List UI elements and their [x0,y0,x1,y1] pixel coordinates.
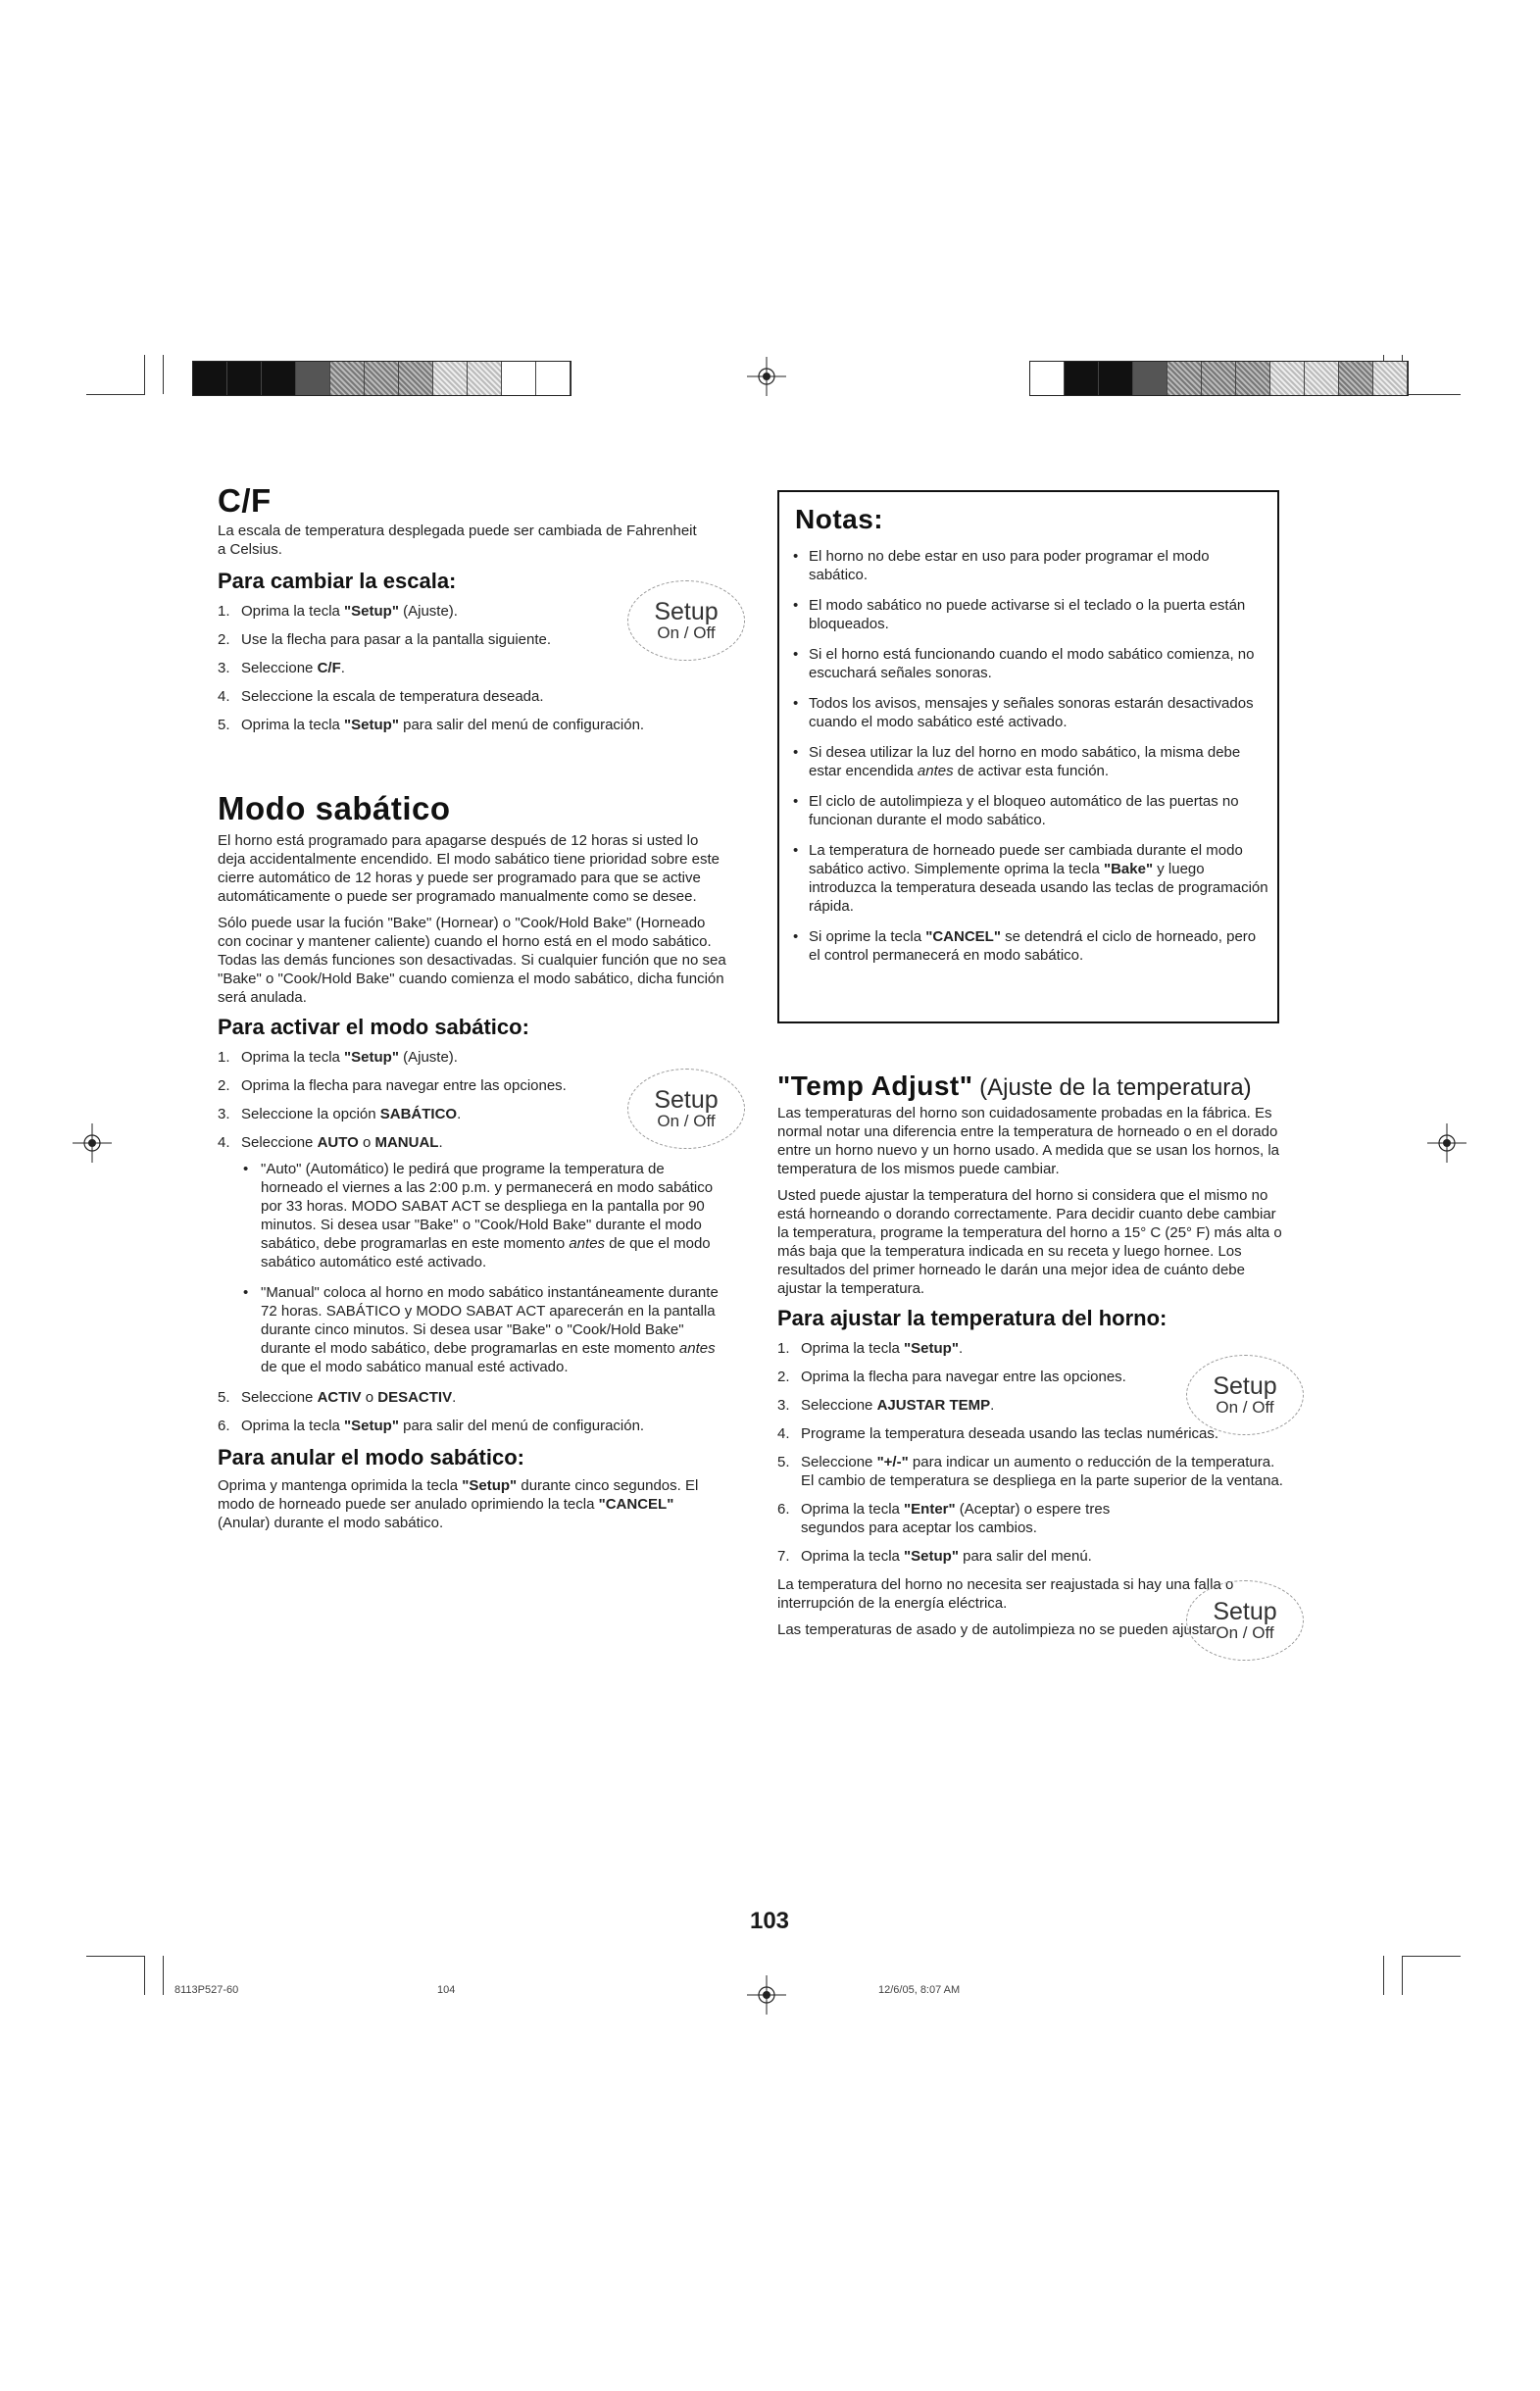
crop-mark [163,355,164,394]
cf-subtitle: Para cambiar la escala: [218,569,457,593]
color-bar-right [1029,361,1409,396]
list-item: 4. Seleccione AUTO o MANUAL. • "Auto" (Automático) le pedirá que programe la temperatura de horneado el viernes a las 2:00 p.m. y permanecerá en modo sabático por 33 horas. MODO SABAT ACT se despliega en la pantalla por 90 minutos. Si desea usar "Bake" o "Cook/Hold Bake" durante el modo sabático, debe programarlas en este momento antes de que el modo sabático automático esté activado. • "Manual" coloca al horno en modo sabático instantáneamente durante 72 horas. SABÁTICO y MODO SABAT ACT aparecerán en la pantalla durante cinco minutos. Si desea usar "Bake" o "Cook/Hold Bake" durante el modo sabático, debe programarlas en este momento antes de que el modo sabático manual esté activado. [218,1133,727,1376]
temp-title: "Temp Adjust" (Ajuste de la temperatura) [777,1071,1252,1101]
page-number: 103 [749,1908,790,1934]
list-item: 2. Oprima la flecha para navegar entre las opciones. [218,1077,567,1094]
temp-p2: Usted puede ajustar la temperatura del horno si considera que el mismo no está horneando o dorando correctamente. Para decidir cuanto debe cambiar la temperatura, programe la temperatura del horno a 15° C (25° F) más alta o más baja que la temperatura indicada en su receta y luego hornee. Los resultados del primer horneado le darán una mejor idea de cuánto debe ajustar la temperatura. [777,1187,1282,1297]
crop-mark [86,1956,145,1957]
temp-p3: La temperatura del horno no necesita ser reajustada si hay una falla o interrupción de la energía eléctrica. [777,1576,1234,1612]
registration-mark-icon [73,1123,112,1163]
list-item: • Si el horno está funcionando cuando el modo sabático comienza, no escuchará señales sonoras. [789,645,1269,682]
sabbath-section [218,790,727,1532]
list-item: • Todos los avisos, mensajes y señales sonoras estarán desactivados cuando el modo sabático esté activado. [789,694,1269,731]
crop-mark [163,1956,164,1995]
list-item: • El ciclo de autolimpieza y el bloqueo automático de las puertas no funcionan durante el modo sabático. [789,792,1269,829]
list-item: 1. Oprima la tecla "Setup". [777,1340,964,1357]
list-item: 3. Seleccione AJUSTAR TEMP. [777,1397,995,1414]
sabbath-cancel-title: Para anular el modo sabático: [218,1445,524,1469]
crop-mark [1402,1956,1461,1957]
crop-mark [1402,394,1461,395]
temp-p4: Las temperaturas de asado y de autolimpieza no se pueden ajustar. [777,1621,1220,1638]
registration-mark-icon [1427,1123,1466,1163]
notes-box [777,490,1279,1023]
color-bar-left [192,361,571,396]
setup-key-icon: Setup On / Off [1186,1355,1304,1435]
list-item: • Si desea utilizar la luz del horno en modo sabático, la misma debe estar encendida antes de activar esta función. [789,743,1269,780]
list-item: 3. Seleccione la opción SABÁTICO. [218,1106,462,1122]
setup-key-icon: Setup On / Off [627,1069,745,1149]
footer-date: 12/6/05, 8:07 AM [878,1984,961,1996]
list-item: • "Auto" (Automático) le pedirá que programe la temperatura de horneado el viernes a las 2:00 p.m. y permanecerá en modo sabático por 33 horas. MODO SABAT ACT se despliega en la pantalla por 90 minutos. Si desea usar "Bake" o "Cook/Hold Bake" durante el modo sabático, debe programarlas en este momento antes de que el modo sabático automático esté activado. [218,1160,727,1271]
setup-key-icon: Setup On / Off [627,580,745,661]
sabbath-p1: El horno está programado para apagarse después de 12 horas si usted lo deja accidentalmente encendido. El modo sabático tiene prioridad sobre este cierre automático de 12 horas y puede ser programado para que se active automáticamente o puede ser programado manualmente como se desee. [218,832,720,905]
cf-intro: La escala de temperatura desplegada puede ser cambiada de Fahrenheit a Celsius. [218,523,697,558]
list-item: 4. Programe la temperatura deseada usando las teclas numéricas. [777,1425,1219,1442]
sabbath-substeps [218,1160,727,1376]
sabbath-title: Modo sabático [218,790,451,826]
footer-page: 104 [437,1984,456,1996]
cf-title: C/F [218,482,272,519]
list-item: 6. Oprima la tecla "Enter" (Aceptar) o espere tres segundos para aceptar los cambios. [777,1501,1111,1536]
sabbath-cancel-text: Oprima y mantenga oprimida la tecla "Setup" durante cinco segundos. El modo de horneado puede ser anulado oprimiendo la tecla "CANCEL" (Anular) durante el modo sabático. [218,1477,699,1531]
list-item: • Si oprime la tecla "CANCEL" se detendrá el ciclo de horneado, pero el control permanecerá en modo sabático. [789,927,1269,965]
sabbath-p2: Sólo puede usar la fución "Bake" (Hornear) o "Cook/Hold Bake" (Horneado con cocinar y mantener caliente) cuando el horno está en el modo sabático. Todas las demás funciones son desactivadas. Si cualquier función que no sea "Bake" o "Cook/Hold Bake" cuando comienza el modo sabático, dicha función será anulada. [218,915,726,1006]
list-item: 2. Oprima la flecha para navegar entre las opciones. [777,1369,1126,1385]
notes-list [789,547,1269,976]
list-item: 2. Use la flecha para pasar a la pantalla siguiente. [218,631,552,648]
crop-mark [86,394,145,395]
list-item: 3. Seleccione C/F. [218,660,345,676]
crop-mark [144,1956,145,1995]
crop-mark [144,355,145,394]
list-item: 6. Oprima la tecla "Setup" para salir del menú de configuración. [218,1418,645,1434]
crop-mark [1402,1956,1403,1995]
temp-section [777,1071,1287,1639]
temp-adjust-title: Para ajustar la temperatura del horno: [777,1306,1167,1330]
list-item: • El modo sabático no puede activarse si el teclado o la puerta están bloqueados. [789,596,1269,633]
notes-title: Notas: [795,504,884,534]
crop-mark [1383,1956,1384,1995]
list-item: 5. Seleccione "+/-" para indicar un aumento o reducción de la temperatura. El cambio de temperatura se despliega en la parte superior de la ventana. [777,1454,1283,1489]
list-item: 7. Oprima la tecla "Setup" para salir del menú. [777,1548,1092,1565]
setup-key-icon: Setup On / Off [1186,1580,1304,1661]
list-item: 1. Oprima la tecla "Setup" (Ajuste). [218,603,458,620]
list-item: • La temperatura de horneado puede ser cambiada durante el modo sabático activo. Simplemente oprima la tecla "Bake" y luego introduzca la temperatura deseada usando las teclas de programación rápida. [789,841,1269,916]
registration-mark-icon [747,1975,786,2015]
temp-p1: Las temperaturas del horno son cuidadosamente probadas en la fábrica. Es normal notar una diferencia entre la temperatura de horneado o en el dorado entre un horno nuevo y un horno usado. A medida que se usan los hornos, la temperatura de los mismos puede cambiar. [777,1105,1280,1177]
registration-mark-icon [747,357,786,396]
list-item: 5. Oprima la tecla "Setup" para salir del menú de configuración. [218,717,645,733]
list-item: 1. Oprima la tecla "Setup" (Ajuste). [218,1049,458,1066]
footer-code: 8113P527-60 [174,1984,239,1996]
list-item: • "Manual" coloca al horno en modo sabático instantáneamente durante 72 horas. SABÁTICO y MODO SABAT ACT aparecerán en la pantalla durante cinco minutos. Si desea usar "Bake" o "Cook/Hold Bake" durante el modo sabático, debe programarlas en este momento antes de que el modo sabático manual esté activado. [218,1283,727,1376]
list-item: 5. Seleccione ACTIV o DESACTIV. [218,1389,457,1406]
sabbath-activate-title: Para activar el modo sabático: [218,1015,529,1039]
list-item: 4. Seleccione la escala de temperatura deseada. [218,688,544,705]
list-item: • El horno no debe estar en uso para poder programar el modo sabático. [789,547,1269,584]
